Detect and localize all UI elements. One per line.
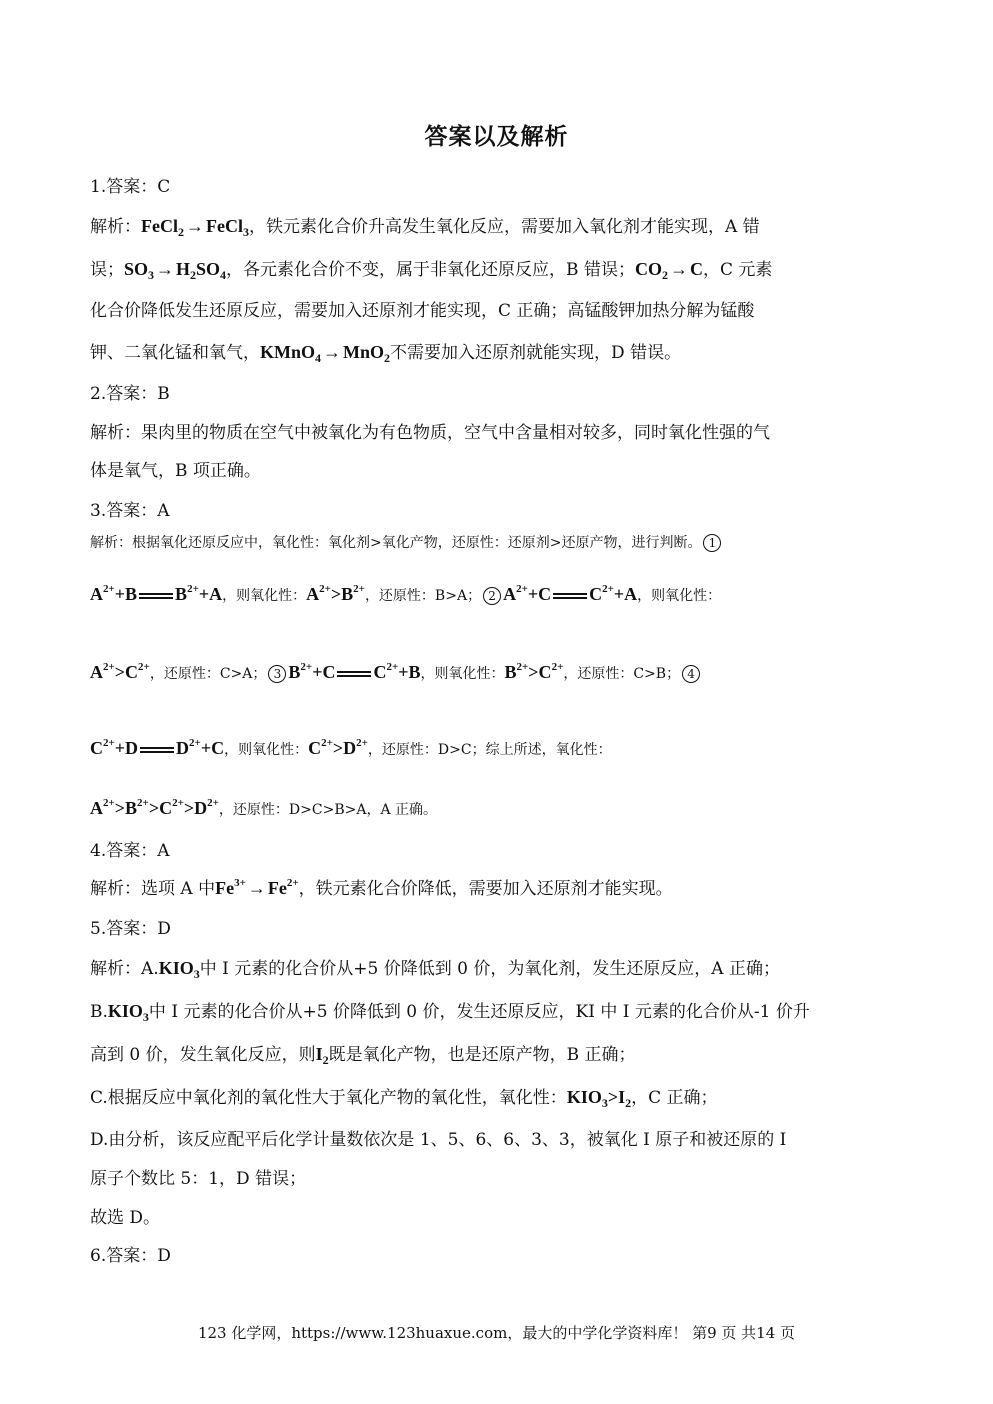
explanation-3-line-1: 解析：根据氧化还原反应中，氧化性：氧化剂>氧化产物，还原性：还原剂>还原产物，进行判断。 1 bbox=[90, 532, 723, 552]
explanation-2-line-1: 解析：果肉里的物质在空气中被氧化为有色物质，空气中含量相对较多，同时氧化性强的气 bbox=[90, 423, 770, 443]
explanation-3-line-5: $A^{2+}>B^{2+}>C^{2+}>D^{2+}$，还原性：D>C>B>A，A 正确。 bbox=[90, 797, 438, 818]
answer-1: 1.答案：C bbox=[90, 177, 171, 197]
explanation-5-b-cont: 高到 0 价，发生氧化反应，则$I_2$既是氧化产物，也是还原产物，B 正确； bbox=[90, 1044, 636, 1067]
explanation-5-b: $B.KIO_3$中 I 元素的化合价从+5 价降低到 0 价，发生还原反应，KI 中 I 元素的化合价从-1 价升 bbox=[90, 1001, 810, 1024]
explanation-5-d: D.由分析，该反应配平后化学计量数依次是 1、5、6、6、3、3，被氧化 I 原子和被还原的 I bbox=[90, 1130, 787, 1150]
page-footer: 123 化学网，https://www.123huaxue.com，最大的中学化学资料库！ 第9 页 共14 页 bbox=[197, 1324, 796, 1342]
explanation-5-c: C.根据反应中氧化剂的氧化性大于氧化产物的氧化性，氧化性：$KIO_3>I_2$，C 正确； bbox=[90, 1087, 718, 1110]
explanation-5-a: 解析：$A.KIO_3$中 I 元素的化合价从+5 价降低到 0 价，为氧化剂，发生还原反应，A 正确； bbox=[90, 958, 780, 981]
explanation-5-conclusion: 故选 D。 bbox=[90, 1208, 161, 1228]
explanation-3-line-3: $A^{2+}>C^{2+}$，还原性：C>A； 3 $B^{2+}+C$ $C^{2+}+B$，则氧化性：$B^{2+}>C^{2+}$，还原性：C>B； 4 bbox=[90, 662, 702, 683]
explanation-1-line-1: 解析：FeCl$_2$ → FeCl$_3$，铁元素化合价升高发生氧化反应，需要加入氧化剂才能实现，A 错 bbox=[90, 216, 760, 239]
answer-4: 4.答案：A bbox=[90, 841, 170, 861]
answer-5: 5.答案：D bbox=[90, 919, 171, 939]
explanation-5-d-cont: 原子个数比 5：1，D 错误； bbox=[90, 1169, 307, 1189]
explanation-1-line-4: 钾、二氧化锰和氧气，KMnO$_4$ → MnO$_2$不需要加入还原剂就能实现，D 错误。 bbox=[90, 342, 682, 365]
page-title: 答案以及解析 bbox=[424, 123, 569, 150]
answer-3: 3.答案：A bbox=[90, 501, 170, 521]
explanation-1-line-3: 化合价降低发生还原反应，需要加入还原剂才能实现，C 正确；高锰酸钾加热分解为锰酸 bbox=[90, 301, 755, 321]
explanation-1-line-2: 误；$SO_3 \to H_2SO_4$，各元素化合价不变，属于非氧化还原反应，B 错误；$CO_2 \to C$，C 元素 bbox=[90, 259, 773, 282]
explanation-3-line-4: $C^{2+}+D$ $D^{2+}+C$，则氧化性：$C^{2+}>D^{2+}$，还原性：D>C；综上所述，氧化性： bbox=[90, 737, 612, 758]
circled-number-3: 3 bbox=[268, 665, 286, 683]
answer-6: 6.答案：D bbox=[90, 1246, 171, 1266]
circled-number-1: 1 bbox=[703, 534, 721, 552]
circled-number-4: 4 bbox=[682, 665, 700, 683]
circled-number-2: 2 bbox=[483, 587, 501, 605]
answer-2: 2.答案：B bbox=[90, 384, 170, 404]
explanation-4-line-1: 解析：选项 A 中$Fe^{3+} \to Fe^{2+}$，铁元素化合价降低，需要加入还原剂才能实现。 bbox=[90, 877, 673, 899]
explanation-2-line-2: 体是氧气，B 项正确。 bbox=[90, 461, 261, 481]
explanation-3-line-2: $A^{2+}+B$ $B^{2+}+A$，则氧化性：$A^{2+}>B^{2+}$，还原性：B>A； 2 $A^{2+}+C$ $C^{2+}+A$，则氧化性： bbox=[90, 583, 722, 604]
